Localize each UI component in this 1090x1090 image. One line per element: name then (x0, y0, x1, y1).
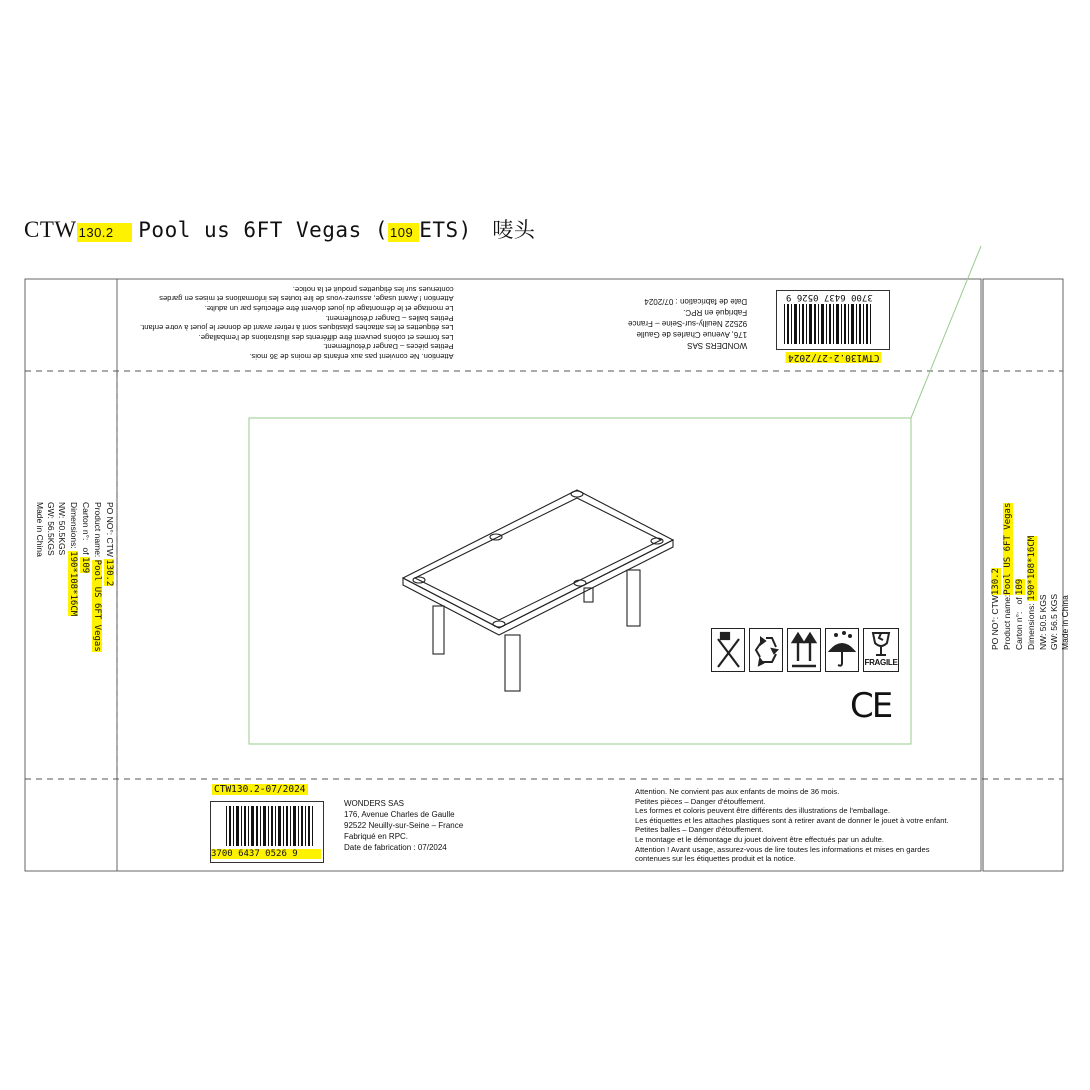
carton-label: Carton n°: (81, 502, 91, 541)
fragile-icon (863, 628, 899, 672)
barcode-digits-top: 3700 6437 0526 9 (786, 292, 873, 302)
address-line: Fabriqué en RPC. (683, 308, 748, 317)
page-title (24, 214, 535, 244)
product-frame (249, 418, 911, 744)
notice-line: Attention ! Avant usage, assurez-vous de lire toutes les informations et mises en gardes (635, 844, 930, 854)
this-way-up-icon (787, 628, 821, 672)
notice-line: Petites balles – Danger d'étouffement. (325, 313, 454, 323)
notice-line: contenues sur les étiquettes produit et la notice. (292, 284, 454, 294)
gw-value: 56.5 KGS (1049, 593, 1059, 631)
notice-line: contenues sur les étiquettes produit et la notice. (635, 854, 796, 864)
address-line: Date de fabrication : 07/2024 (644, 297, 748, 306)
po-value: 130.2 (991, 568, 1001, 596)
title-chinese: 唛头 (492, 218, 536, 242)
gw-label: GW: (1049, 633, 1059, 650)
product-label: Product name: (93, 502, 103, 558)
safety-notice (635, 787, 949, 864)
title-qty: 109 (388, 223, 419, 242)
recycle-icon (749, 628, 783, 672)
notice-line: Petites pièces – Danger d'étouffement. (323, 342, 454, 352)
product-value: Pool US 6FT Vegas (92, 559, 102, 652)
notice-line: Attention. Ne convient pas aux enfants de moins de 36 mois. (635, 787, 840, 796)
pocket (571, 491, 583, 497)
barcode-digits-bottom: 3700 6437 0526 9 (211, 849, 321, 859)
notice-line: Le montage et le démontage du jouet doivent être effectués par un adulte. (635, 834, 884, 844)
title-name: Pool us 6FT Vegas ( (138, 218, 388, 242)
address-line: 92522 Neuilly-sur-Seine – France (628, 319, 748, 328)
manufacturer-address (344, 798, 463, 853)
carton-value: 109 (80, 556, 90, 574)
pocket (490, 534, 502, 540)
notice-line: Petites pièces – Danger d'étouffement. (635, 796, 766, 806)
po-label: PO NO°: CTW (105, 502, 115, 557)
title-code: 130.2 (77, 223, 132, 242)
keep-dry-icon (825, 628, 859, 672)
safety-notice-upside-down (140, 284, 454, 361)
po-label: PO NO°: CTW (990, 595, 1000, 650)
title-suffix: ETS) (419, 218, 472, 242)
pocket (493, 621, 505, 627)
address-line: WONDERS SAS (687, 341, 748, 350)
product-value: Pool US 6FT Vegas (1003, 502, 1013, 595)
address-line: 176, Avenue Charles de Gaulle (636, 330, 748, 339)
fragile-label: FRAGILE (864, 658, 898, 667)
notice-line: Les étiquettes et les attaches plastiques sont à retirer avant de donner le jouet à votre enfant. (140, 322, 454, 332)
table-leg (627, 570, 640, 626)
notice-line: Attention. Ne convient pas aux enfants de moins de 36 mois. (249, 351, 454, 361)
table-leg (505, 635, 520, 691)
ce-mark: CE (850, 686, 892, 726)
po-value: 130.2 (104, 559, 114, 587)
table-leg (433, 606, 444, 654)
origin: Made in China (35, 502, 45, 557)
manufacturer-address-upside-down (628, 296, 747, 351)
pocket (574, 580, 586, 586)
notice-line: Petites balles – Danger d'étouffement. (635, 825, 764, 835)
frame-leader-line (911, 246, 981, 418)
nw-label: NW: (1038, 633, 1048, 650)
notice-line: Le montage et le démontage du jouet doivent être effectués par un adulte. (204, 303, 454, 313)
address-line: 92522 Neuilly-sur-Seine – France (344, 821, 464, 830)
address-line: Fabriqué en RPC. (344, 832, 409, 841)
lot-number-top: CTW130.2-27/2024 (788, 352, 880, 363)
side-panel-left (34, 502, 115, 652)
no-cutting-icon (711, 628, 745, 672)
origin: Made in China (1060, 595, 1070, 650)
carton-value: 109 (1015, 578, 1025, 596)
lot-number-bottom: CTW130.2-07/2024 (214, 784, 306, 795)
gross-weight: GW: 56.5KGS (46, 502, 56, 556)
product-label: Product name: (1002, 594, 1012, 650)
carton-label: Carton n°: (1014, 611, 1024, 650)
title-prefix: CTW (24, 217, 77, 242)
notice-line: Les étiquettes et les attaches plastiques sont à retirer avant de donner le jouet à votre enfant. (635, 815, 949, 825)
notice-line: Les formes et coloris peuvent être différents des illustrations de l'emballage. (198, 332, 454, 342)
dimensions-label: Dimensions: (69, 502, 79, 549)
net-weight: NW: 50.5KGS (57, 502, 67, 556)
dimensions-value: 190*108*16CM (1027, 535, 1037, 601)
dimensions-label: Dimensions: (1026, 603, 1036, 650)
pocket (651, 538, 663, 544)
address-line: WONDERS SAS (344, 799, 405, 808)
nw-value: 50.5 KGS (1038, 594, 1048, 632)
notice-line: Les formes et coloris peuvent être différents des illustrations de l'emballage. (635, 806, 890, 816)
side-panel-right (990, 503, 1071, 650)
carton-of: of (1014, 597, 1024, 605)
dimensions-value: 190*108*16CM (68, 551, 78, 617)
outer-outline (25, 279, 981, 871)
notice-line: Attention ! Avant usage, assurez-vous de lire toutes les informations et mises en gardes (159, 294, 454, 304)
address-line: Date de fabrication : 07/2024 (344, 843, 447, 852)
table-felt (415, 498, 661, 620)
pool-table-illustration (403, 490, 673, 691)
address-line: 176, Avenue Charles de Gaulle (344, 810, 455, 819)
carton-of: of (81, 547, 91, 555)
